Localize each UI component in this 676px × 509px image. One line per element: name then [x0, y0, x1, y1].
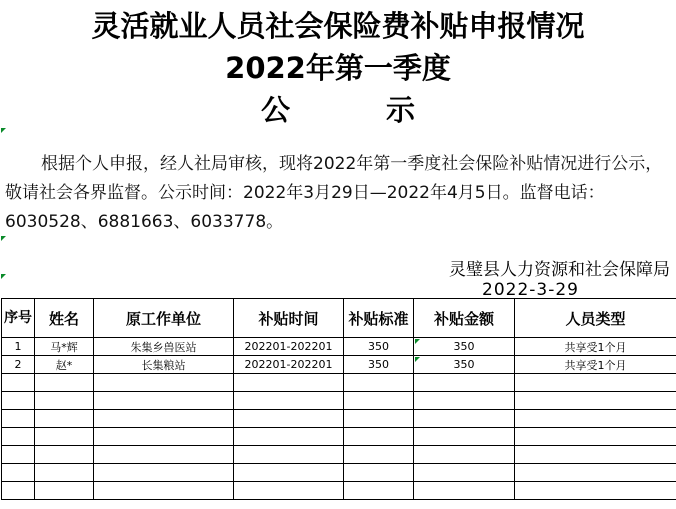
empty-cell[interactable] — [515, 446, 676, 464]
notice-text: 根据个人申报，经人社局审核，现将2022年第一季度社会保险补贴情况进行公示，敬请社会各界监督。公示时间：2022年3月29日—2022年4月5日。监督电话：6030528、6881663、6033778。 — [5, 154, 663, 232]
cell-name[interactable]: 马*辉 — [35, 338, 94, 356]
empty-cell[interactable] — [35, 410, 94, 428]
table-row — [2, 356, 676, 374]
cell-note-marker[interactable] — [415, 339, 420, 344]
empty-cell[interactable] — [35, 392, 94, 410]
header-person-type[interactable]: 人员类型 — [515, 299, 676, 338]
notice-paragraph — [5, 150, 673, 237]
empty-row — [2, 446, 676, 464]
empty-cell[interactable] — [35, 482, 94, 500]
cell-subsidy-standard[interactable]: 350 — [344, 338, 414, 356]
empty-row — [2, 428, 676, 446]
issuing-authority: 灵璧县人力资源和社会保障局 — [449, 260, 670, 280]
empty-cell[interactable] — [94, 410, 234, 428]
empty-cell[interactable] — [94, 446, 234, 464]
empty-cell[interactable] — [515, 464, 676, 482]
cell-seq[interactable]: 2 — [2, 356, 35, 374]
empty-cell[interactable] — [2, 464, 35, 482]
cell-note-marker[interactable] — [415, 357, 420, 362]
empty-row — [2, 410, 676, 428]
empty-cell[interactable] — [94, 464, 234, 482]
empty-cell[interactable] — [344, 482, 414, 500]
empty-cell[interactable] — [234, 374, 344, 392]
empty-cell[interactable] — [344, 374, 414, 392]
empty-cell[interactable] — [344, 410, 414, 428]
empty-cell[interactable] — [515, 482, 676, 500]
empty-cell[interactable] — [414, 482, 515, 500]
empty-cell[interactable] — [2, 374, 35, 392]
header-former-employer[interactable]: 原工作单位 — [94, 299, 234, 338]
empty-cell[interactable] — [234, 410, 344, 428]
cell-subsidy-amount[interactable]: 350 — [414, 356, 515, 374]
empty-cell[interactable] — [234, 392, 344, 410]
table-row — [2, 338, 676, 356]
empty-cell[interactable] — [94, 392, 234, 410]
empty-cell[interactable] — [515, 428, 676, 446]
header-seq[interactable]: 序号 — [2, 299, 35, 338]
cell-note-marker[interactable] — [1, 274, 6, 279]
empty-cell[interactable] — [35, 446, 94, 464]
empty-cell[interactable] — [344, 464, 414, 482]
empty-cell[interactable] — [414, 428, 515, 446]
empty-cell[interactable] — [515, 410, 676, 428]
document-subtitle: 2022年第一季度 — [225, 51, 451, 85]
cell-subsidy-standard[interactable]: 350 — [344, 356, 414, 374]
cell-name[interactable]: 赵* — [35, 356, 94, 374]
empty-cell[interactable] — [35, 428, 94, 446]
empty-cell[interactable] — [2, 446, 35, 464]
empty-cell[interactable] — [414, 446, 515, 464]
empty-cell[interactable] — [2, 482, 35, 500]
empty-cell[interactable] — [344, 446, 414, 464]
header-subsidy-standard[interactable]: 补贴标准 — [344, 299, 414, 338]
document-title: 灵活就业人员社会保险费补贴申报情况 — [91, 9, 585, 43]
empty-cell[interactable] — [234, 482, 344, 500]
empty-row — [2, 482, 676, 500]
cell-person-type[interactable]: 共享受1个月 — [515, 356, 676, 374]
cell-note-marker[interactable] — [1, 128, 6, 133]
empty-row — [2, 392, 676, 410]
cell-former-employer[interactable]: 长集粮站 — [94, 356, 234, 374]
cell-subsidy-period[interactable]: 202201-202201 — [234, 338, 344, 356]
empty-cell[interactable] — [515, 374, 676, 392]
cell-person-type[interactable]: 共享受1个月 — [515, 338, 676, 356]
cell-former-employer[interactable]: 朱集乡兽医站 — [94, 338, 234, 356]
announcement-heading-right: 示 — [386, 93, 416, 127]
empty-cell[interactable] — [2, 392, 35, 410]
empty-cell[interactable] — [2, 410, 35, 428]
cell-seq[interactable]: 1 — [2, 338, 35, 356]
empty-cell[interactable] — [234, 446, 344, 464]
empty-row — [2, 464, 676, 482]
empty-cell[interactable] — [94, 428, 234, 446]
empty-cell[interactable] — [234, 464, 344, 482]
empty-cell[interactable] — [35, 464, 94, 482]
header-name[interactable]: 姓名 — [35, 299, 94, 338]
cell-note-marker[interactable] — [1, 236, 6, 241]
empty-cell[interactable] — [414, 374, 515, 392]
empty-cell[interactable] — [94, 374, 234, 392]
empty-cell[interactable] — [2, 428, 35, 446]
cell-subsidy-amount[interactable]: 350 — [414, 338, 515, 356]
empty-cell[interactable] — [234, 428, 344, 446]
announcement-heading — [0, 88, 676, 129]
empty-cell[interactable] — [414, 410, 515, 428]
header-subsidy-period[interactable]: 补贴时间 — [234, 299, 344, 338]
empty-cell[interactable] — [35, 374, 94, 392]
empty-cell[interactable] — [414, 464, 515, 482]
announcement-heading-left: 公 — [260, 93, 290, 127]
empty-cell[interactable] — [344, 428, 414, 446]
notice-date: 2022-3-29 — [482, 280, 579, 300]
empty-cell[interactable] — [344, 392, 414, 410]
header-subsidy-amount[interactable]: 补贴金额 — [414, 299, 515, 338]
table-header-row — [2, 299, 676, 338]
subsidy-table — [1, 298, 676, 500]
empty-cell[interactable] — [94, 482, 234, 500]
empty-row — [2, 374, 676, 392]
empty-cell[interactable] — [414, 392, 515, 410]
cell-subsidy-period[interactable]: 202201-202201 — [234, 356, 344, 374]
empty-cell[interactable] — [515, 392, 676, 410]
